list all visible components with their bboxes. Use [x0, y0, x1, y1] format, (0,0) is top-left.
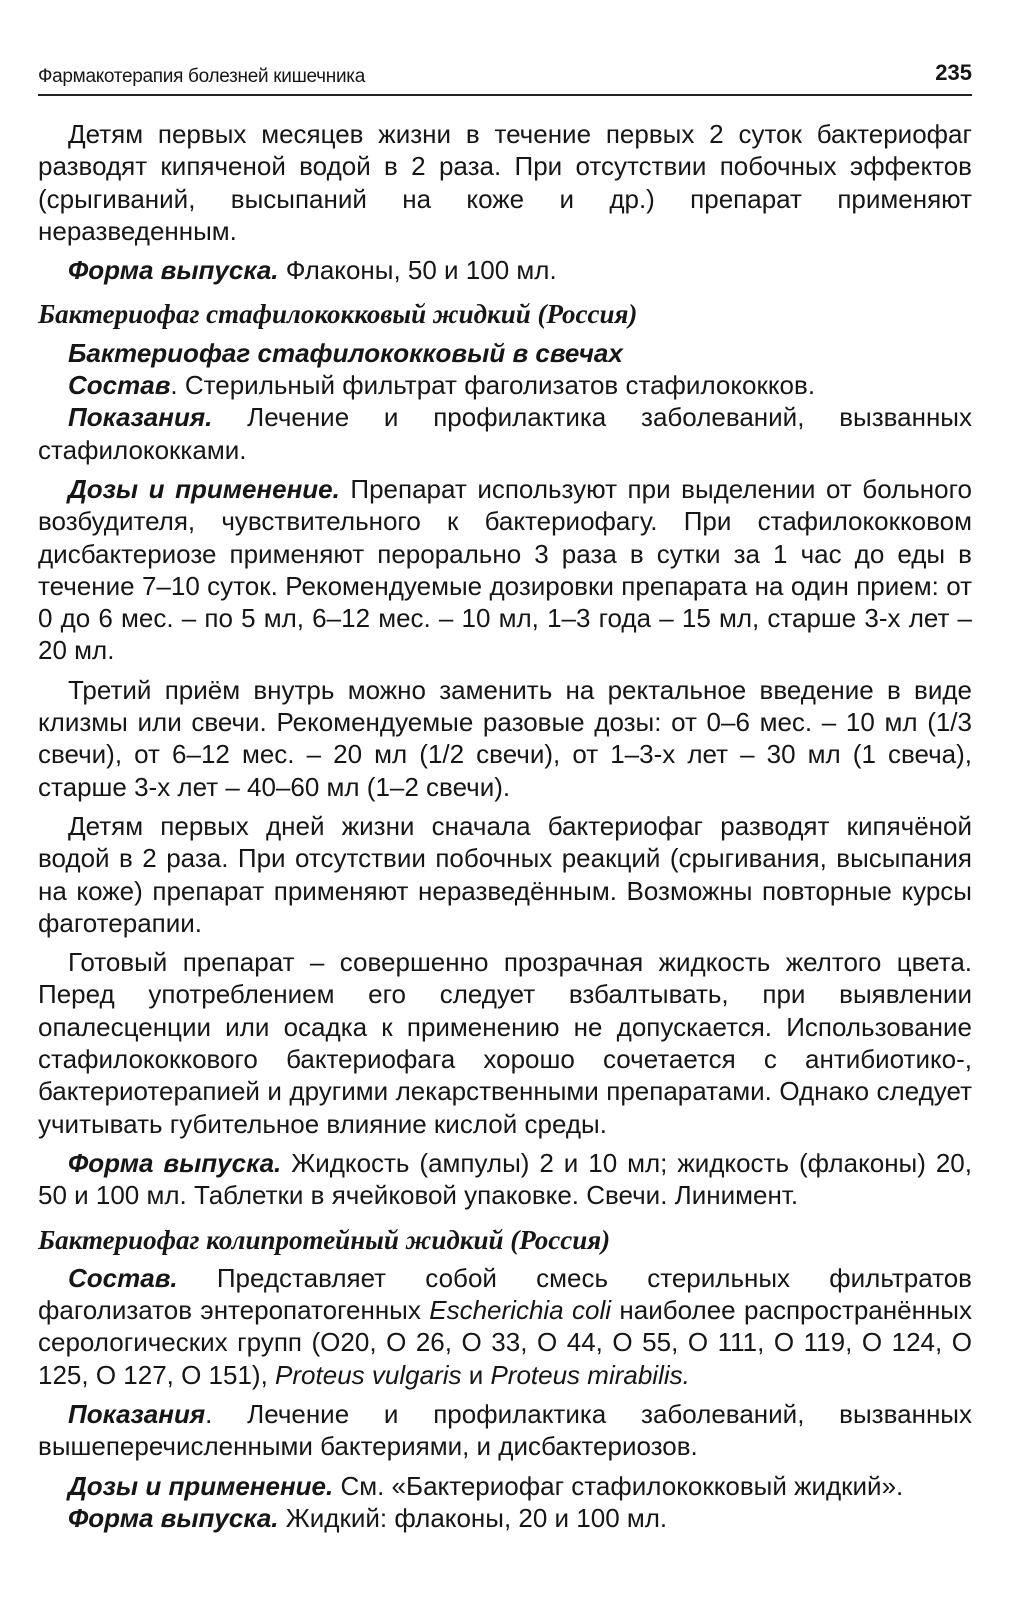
composition-text-b: наиболее распространённых серологических групп (О20, О 26, О 33, О 44, О 55, О 111, О 119, О 124, О 125, О 127, О 151),: [38, 1295, 972, 1390]
indications-text: Лечение и профилактика заболеваний, вызванных стафилококками.: [38, 402, 972, 465]
newborn-paragraph: Детям первых дней жизни сначала бактериофаг разводят кипячёной водой в 2 раза. При отсутствии побочных реакций (срыгивания, высыпания на коже) препарат применяют неразведённым. Возможны повторные курсы фаготерапии.: [38, 810, 972, 938]
species-name: Escherichia coli: [429, 1295, 612, 1326]
page-number: 235: [935, 60, 972, 85]
section-subtitle-suppositories: Бактериофаг стафилококковый в свечах: [68, 337, 623, 368]
indications-label: Показания: [68, 1398, 206, 1429]
coli-doses-paragraph: [38, 1470, 972, 1502]
composition-text: . Стерильный фильтрат фаголизатов стафилококков.: [170, 370, 816, 401]
doses-label: Дозы и применение.: [68, 473, 340, 504]
doses-label: Дозы и применение.: [68, 1470, 334, 1501]
coli-form-paragraph: [38, 1502, 972, 1534]
intro-paragraph: Детям первых месяцев жизни в течение первых 2 суток бактериофаг разводят кипяченой водой в 2 раза. При отсутствии побочных эффектов (срыгиваний, высыпаний на коже и др.) препарат применяют неразведенным.: [38, 119, 972, 246]
form-text: Жидкий: флаконы, 20 и 100 мл.: [278, 1502, 668, 1533]
indications-text: . Лечение и профилактика заболеваний, вызванных вышеперечисленными бактериями, и дисбактериозов.: [38, 1398, 972, 1462]
rectal-paragraph: Третий приём внутрь можно заменить на ректальное введение в виде клизмы или свечи. Рекомендуемые разовые дозы: от 0–6 мес. – 10 мл (1/3 свечи), от 6–12 мес. – 20 мл (1/2 свечи), от 1–3-х лет – 30 мл (1 свеча), старше 3-х лет – 40–60 мл (1–2 свечи).: [38, 674, 972, 802]
form-text: Флаконы, 50 и 100 мл.: [278, 255, 557, 286]
form-label: Форма выпуска.: [68, 1147, 282, 1178]
form-label: Форма выпуска.: [68, 1502, 279, 1533]
species-name: Proteus vulgaris: [275, 1359, 462, 1390]
indications-paragraph: [38, 401, 972, 466]
composition-paragraph: [38, 369, 972, 401]
composition-label: Состав.: [68, 1262, 178, 1293]
intro-form-paragraph: [38, 254, 972, 286]
species-name: Proteus mirabilis.: [490, 1359, 690, 1390]
ready-preparation-paragraph: Готовый препарат – совершенно прозрачная жидкость желтого цвета. Перед употреблением его следует взбалтывать, при выявлении опалесценции или осадка к применению не допускается. Использование стафилококкового бактериофага хорошо сочетается с антибиотико-, бактериотерапией и другими лекарственными препаратами. Однако следует учитывать губительное влияние кислой среды.: [38, 947, 972, 1139]
form-text: Жидкость (ампулы) 2 и 10 мл; жидкость (флаконы) 20, 50 и 100 мл. Таблетки в ячейковой упаковке. Свечи. Линимент.: [38, 1147, 972, 1211]
indications-label: Показания.: [68, 402, 213, 433]
form-label: Форма выпуска.: [68, 255, 279, 286]
coli-composition-paragraph: [38, 1262, 972, 1391]
running-header: [38, 56, 972, 96]
section-title-staph: Бактериофаг стафилококковый жидкий (Россия): [38, 299, 638, 330]
doses-paragraph: [38, 473, 972, 667]
doses-text: См. «Бактериофаг стафилококковый жидкий».: [333, 1470, 904, 1501]
running-title: Фармакотерапия болезней кишечника: [38, 66, 365, 87]
composition-text-c: и: [461, 1359, 491, 1390]
composition-label: Состав: [68, 370, 171, 401]
page-body: [38, 118, 972, 1534]
section-title-coliproteus: Бактериофаг колипротейный жидкий (Россия): [38, 1224, 611, 1255]
staph-form-paragraph: [38, 1147, 972, 1212]
doses-text: Препарат используют при выделении от больного возбудителя, чувствительного к бактериофагу. При стафилококковом дисбактериозе применяют перорально 3 раза в сутки за 1 час до еды в течение 7–10 суток. Рекомендуемые дозировки препарата на один прием: от 0 до 6 мес. – по 5 мл, 6–12 мес. – 10 мл, 1–3 года – 15 мл, старше 3-х лет – 20 мл.: [38, 473, 972, 666]
coli-indications-paragraph: [38, 1398, 972, 1463]
composition-text-a: Представляет собой смесь стерильных фильтратов фаголизатов энтеропатогенных: [38, 1262, 972, 1326]
